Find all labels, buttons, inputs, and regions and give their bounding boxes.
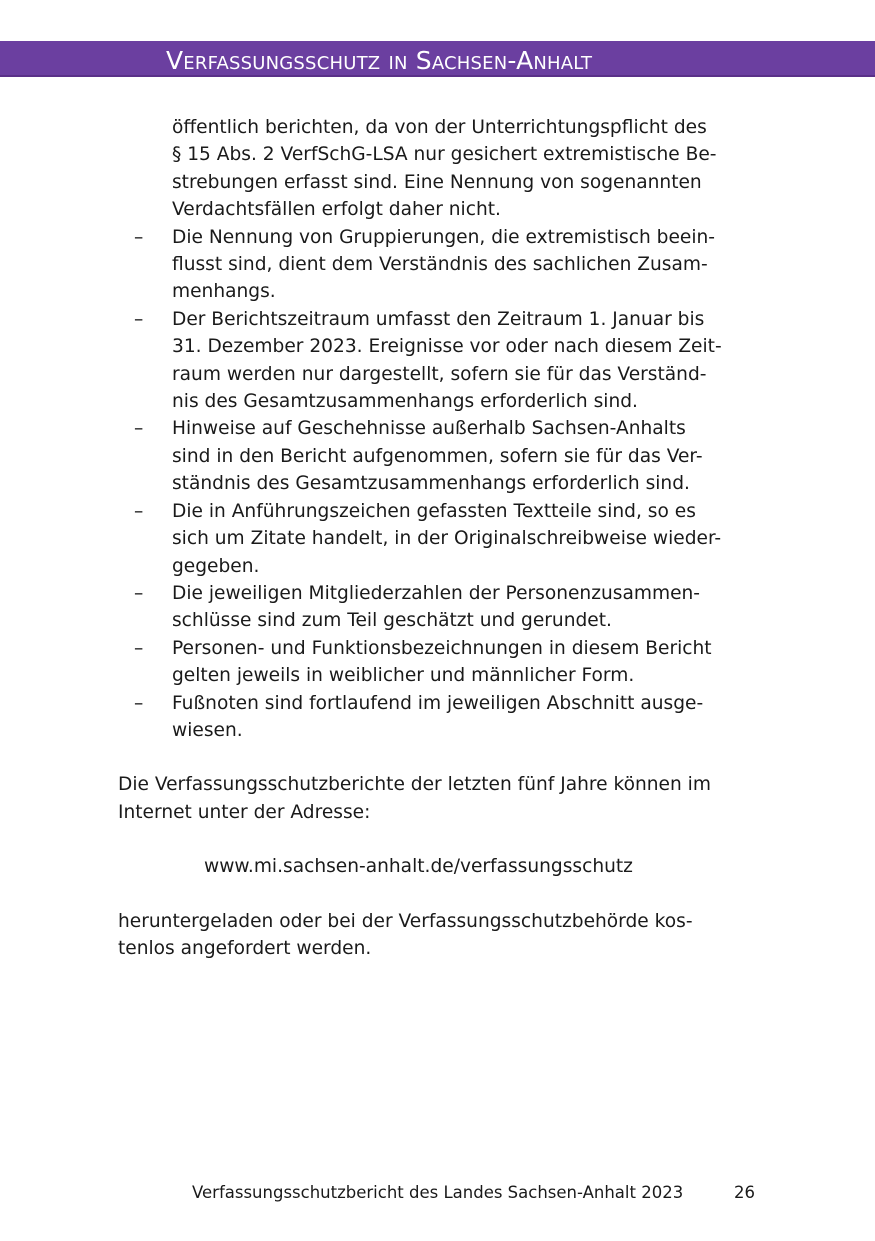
footer-title: Verfassungsschutzbericht des Landes Sachsen-Anhalt 2023 <box>192 1183 684 1202</box>
text-line: nis des Gesamtzusammenhangs erforderlich sind. <box>172 391 638 413</box>
text-line: gegeben. <box>172 555 260 577</box>
intro-continuation <box>118 114 763 224</box>
text-line: ständnis des Gesamtzusammenhangs erforderlich sind. <box>172 473 690 495</box>
header-bar <box>0 41 875 77</box>
website-url: www.mi.sachsen-anhalt.de/verfassungsschutz <box>204 856 633 878</box>
text-line: heruntergeladen oder bei der Verfassungsschutzbehörde kos- <box>118 910 693 932</box>
dash-marker: – <box>134 226 144 248</box>
text-line: menhangs. <box>172 281 276 303</box>
spacer <box>118 881 763 908</box>
text-line: Fußnoten sind fortlaufend im jeweiligen Abschnitt ausge- <box>172 692 704 714</box>
text-line: Hinweise auf Geschehnisse außerhalb Sachsen-Anhalts <box>172 418 686 440</box>
text-line: schlüsse sind zum Teil geschätzt und gerundet. <box>172 610 612 632</box>
dash-marker: – <box>134 308 144 330</box>
list-item <box>118 498 763 580</box>
dash-marker: – <box>134 418 144 440</box>
text-line: § 15 Abs. 2 VerfSchG-LSA nur gesichert extremistische Be- <box>172 144 717 166</box>
page-number: 26 <box>734 1183 755 1202</box>
list-item <box>118 690 763 745</box>
dash-marker: – <box>134 637 144 659</box>
list-item <box>118 635 763 690</box>
text-line: öffentlich berichten, da von der Unterrichtungspflicht des <box>172 117 707 138</box>
text-line: Die Nennung von Gruppierungen, die extremistisch beein- <box>172 226 715 248</box>
list-item <box>118 306 763 416</box>
dash-marker: – <box>134 500 144 522</box>
text-line: Personen- und Funktionsbezeichnungen in diesem Bericht <box>172 637 712 659</box>
spacer <box>118 744 763 771</box>
dash-marker: – <box>134 692 144 714</box>
text-line: Die in Anführungszeichen gefassten Textteile sind, so es <box>172 500 696 522</box>
notes-list <box>118 224 763 745</box>
list-item <box>118 224 763 306</box>
text-line: sich um Zitate handelt, in der Originalschreibweise wieder- <box>172 528 722 550</box>
text-line: sind in den Bericht aufgenommen, sofern sie für das Ver- <box>172 445 703 467</box>
text-line: gelten jeweils in weiblicher und männlicher Form. <box>172 665 635 687</box>
list-item <box>118 580 763 635</box>
text-line: tenlos angefordert werden. <box>118 937 372 959</box>
text-line: wiesen. <box>172 719 243 741</box>
download-paragraph <box>118 771 763 826</box>
page-header-title: Verfassungsschutz in Sachsen-Anhalt <box>166 46 593 75</box>
body-content <box>118 114 763 962</box>
text-line: raum werden nur dargestellt, sofern sie für das Verständ- <box>172 363 707 385</box>
text-line: Die Verfassungsschutzberichte der letzten fünf Jahre können im <box>118 774 711 796</box>
text-line: Der Berichtszeitraum umfasst den Zeitraum 1. Januar bis <box>172 308 705 330</box>
spacer <box>118 826 763 853</box>
text-line: Internet unter der Adresse: <box>118 801 371 823</box>
text-line: 31. Dezember 2023. Ereignisse vor oder nach diesem Zeit- <box>172 336 722 358</box>
text-line: strebungen erfasst sind. Eine Nennung von sogenannten <box>172 171 702 193</box>
list-item <box>118 415 763 497</box>
dash-marker: – <box>134 582 144 604</box>
closing-paragraph <box>118 908 763 963</box>
text-line: Die jeweiligen Mitgliederzahlen der Personenzusammen- <box>172 582 701 604</box>
text-line: flusst sind, dient dem Verständnis des sachlichen Zusam- <box>172 254 708 276</box>
text-line: Verdachtsfällen erfolgt daher nicht. <box>172 199 501 221</box>
